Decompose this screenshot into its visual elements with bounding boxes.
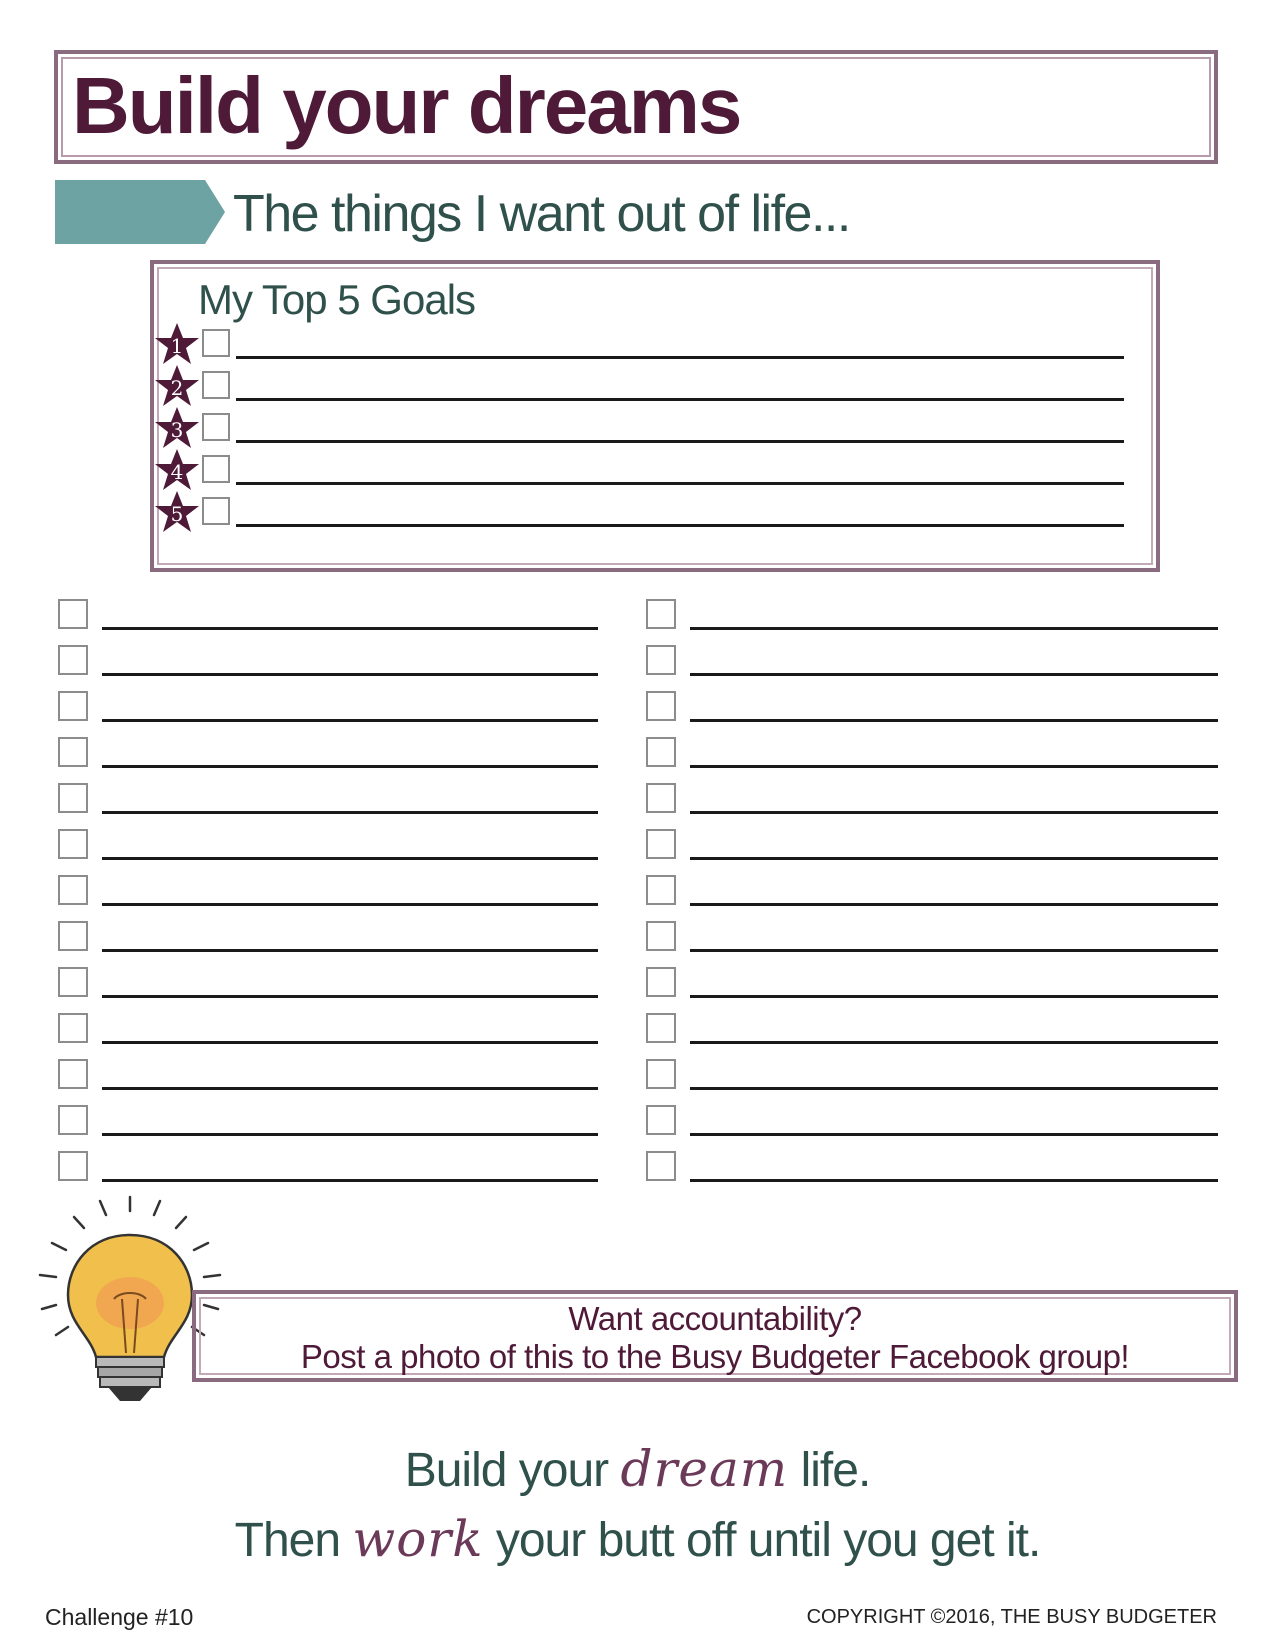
- list-item: [58, 781, 598, 821]
- goal-checkbox[interactable]: [202, 371, 230, 399]
- write-line[interactable]: [102, 811, 598, 814]
- list-item: [646, 827, 1218, 867]
- goal-number: 3: [170, 418, 184, 442]
- write-line[interactable]: [102, 903, 598, 906]
- goal-write-line[interactable]: [236, 398, 1124, 401]
- challenge-label: Challenge #10: [45, 1604, 194, 1630]
- checkbox-icon[interactable]: [58, 1059, 88, 1089]
- top-goals-heading: My Top 5 Goals: [198, 276, 476, 323]
- list-item: [58, 873, 598, 913]
- checkbox-icon[interactable]: [58, 645, 88, 675]
- write-line[interactable]: [690, 719, 1218, 722]
- write-line[interactable]: [102, 627, 598, 630]
- list-item: [58, 965, 598, 1005]
- star-icon: [154, 364, 200, 408]
- checkbox-icon[interactable]: [646, 599, 676, 629]
- motto-script-word: dream: [620, 1440, 789, 1498]
- write-line[interactable]: [102, 1087, 598, 1090]
- goal-number: 5: [170, 502, 184, 526]
- checkbox-icon[interactable]: [58, 691, 88, 721]
- list-item: [646, 1149, 1218, 1189]
- goal-checkbox[interactable]: [202, 329, 230, 357]
- write-line[interactable]: [690, 995, 1218, 998]
- checkbox-icon[interactable]: [58, 599, 88, 629]
- write-line[interactable]: [102, 1041, 598, 1044]
- checkbox-icon[interactable]: [646, 1013, 676, 1043]
- list-item: [58, 1057, 598, 1097]
- checkbox-icon[interactable]: [58, 829, 88, 859]
- list-item: [646, 873, 1218, 913]
- write-line[interactable]: [102, 857, 598, 860]
- title-frame: [54, 50, 1218, 164]
- checkbox-icon[interactable]: [58, 1151, 88, 1181]
- list-item: [58, 1149, 598, 1189]
- write-line[interactable]: [690, 673, 1218, 676]
- write-line[interactable]: [690, 949, 1218, 952]
- list-item: [646, 735, 1218, 775]
- checkbox-icon[interactable]: [58, 967, 88, 997]
- checkbox-icon[interactable]: [646, 875, 676, 905]
- list-item: [646, 643, 1218, 683]
- goal-write-line[interactable]: [236, 440, 1124, 443]
- arrow-banner-icon: [55, 180, 225, 244]
- checkbox-icon[interactable]: [58, 737, 88, 767]
- motto-script-word: work: [352, 1510, 484, 1568]
- checkbox-icon[interactable]: [646, 783, 676, 813]
- list-item: [646, 1011, 1218, 1051]
- list-item: [58, 1011, 598, 1051]
- list-item: [646, 597, 1218, 637]
- checkbox-icon[interactable]: [58, 783, 88, 813]
- goal-write-line[interactable]: [236, 524, 1124, 527]
- checkbox-icon[interactable]: [58, 921, 88, 951]
- list-item: [646, 965, 1218, 1005]
- motto-text: Build your: [404, 1444, 609, 1497]
- goal-row: [154, 448, 1124, 492]
- page-title: Build your dreams: [72, 61, 741, 150]
- motto-line-1: [0, 1440, 1275, 1498]
- write-line[interactable]: [690, 1179, 1218, 1182]
- goal-row: [154, 364, 1124, 408]
- checkbox-icon[interactable]: [646, 1059, 676, 1089]
- goal-number: 2: [170, 376, 184, 400]
- write-line[interactable]: [102, 765, 598, 768]
- list-item: [646, 1057, 1218, 1097]
- goal-write-line[interactable]: [236, 356, 1124, 359]
- section-subtitle: The things I want out of life...: [233, 185, 850, 243]
- write-line[interactable]: [690, 1133, 1218, 1136]
- write-line[interactable]: [102, 1179, 598, 1182]
- motto-text: life.: [800, 1444, 871, 1497]
- goal-checkbox[interactable]: [202, 497, 230, 525]
- write-line[interactable]: [102, 949, 598, 952]
- checkbox-icon[interactable]: [646, 645, 676, 675]
- write-line[interactable]: [690, 811, 1218, 814]
- write-line[interactable]: [690, 627, 1218, 630]
- write-line[interactable]: [102, 995, 598, 998]
- star-icon: [154, 490, 200, 534]
- list-item: [646, 919, 1218, 959]
- write-line[interactable]: [102, 1133, 598, 1136]
- star-icon: [154, 406, 200, 450]
- goal-number: 1: [170, 334, 184, 358]
- list-item: [58, 827, 598, 867]
- list-item: [58, 689, 598, 729]
- write-line[interactable]: [690, 1041, 1218, 1044]
- checkbox-icon[interactable]: [646, 737, 676, 767]
- list-item: [58, 1103, 598, 1143]
- goal-checkbox[interactable]: [202, 455, 230, 483]
- list-item: [58, 735, 598, 775]
- write-line[interactable]: [690, 903, 1218, 906]
- checkbox-icon[interactable]: [646, 921, 676, 951]
- goal-write-line[interactable]: [236, 482, 1124, 485]
- goal-row: [154, 322, 1124, 366]
- accountability-call-to-action: Post a photo of this to the Busy Budgeter Facebook group!: [300, 1338, 1130, 1375]
- list-item: [646, 1103, 1218, 1143]
- motto-text: Then: [234, 1514, 341, 1567]
- checkbox-icon[interactable]: [58, 875, 88, 905]
- goal-row: [154, 406, 1124, 450]
- list-item: [58, 919, 598, 959]
- list-item: [646, 781, 1218, 821]
- goal-row: [154, 490, 1124, 534]
- checkbox-icon[interactable]: [646, 691, 676, 721]
- checkbox-icon[interactable]: [646, 1105, 676, 1135]
- checkbox-icon[interactable]: [646, 967, 676, 997]
- goal-number: 4: [170, 460, 184, 484]
- checkbox-icon[interactable]: [646, 829, 676, 859]
- accountability-frame: [192, 1290, 1238, 1382]
- goal-checkbox[interactable]: [202, 413, 230, 441]
- copyright-notice: COPYRIGHT ©2016, THE BUSY BUDGETER: [806, 1606, 1217, 1628]
- star-icon: [154, 448, 200, 492]
- checkbox-icon[interactable]: [58, 1013, 88, 1043]
- checkbox-icon[interactable]: [58, 1105, 88, 1135]
- write-line[interactable]: [690, 857, 1218, 860]
- list-item: [646, 689, 1218, 729]
- write-line[interactable]: [102, 719, 598, 722]
- list-item: [58, 597, 598, 637]
- write-line[interactable]: [102, 673, 598, 676]
- motto-text: your butt off until you get it.: [495, 1514, 1041, 1567]
- motto-line-2: [0, 1510, 1275, 1568]
- checkbox-icon[interactable]: [646, 1151, 676, 1181]
- write-line[interactable]: [690, 765, 1218, 768]
- list-item: [58, 643, 598, 683]
- write-line[interactable]: [690, 1087, 1218, 1090]
- accountability-question: Want accountability?: [568, 1300, 862, 1337]
- star-icon: [154, 322, 200, 366]
